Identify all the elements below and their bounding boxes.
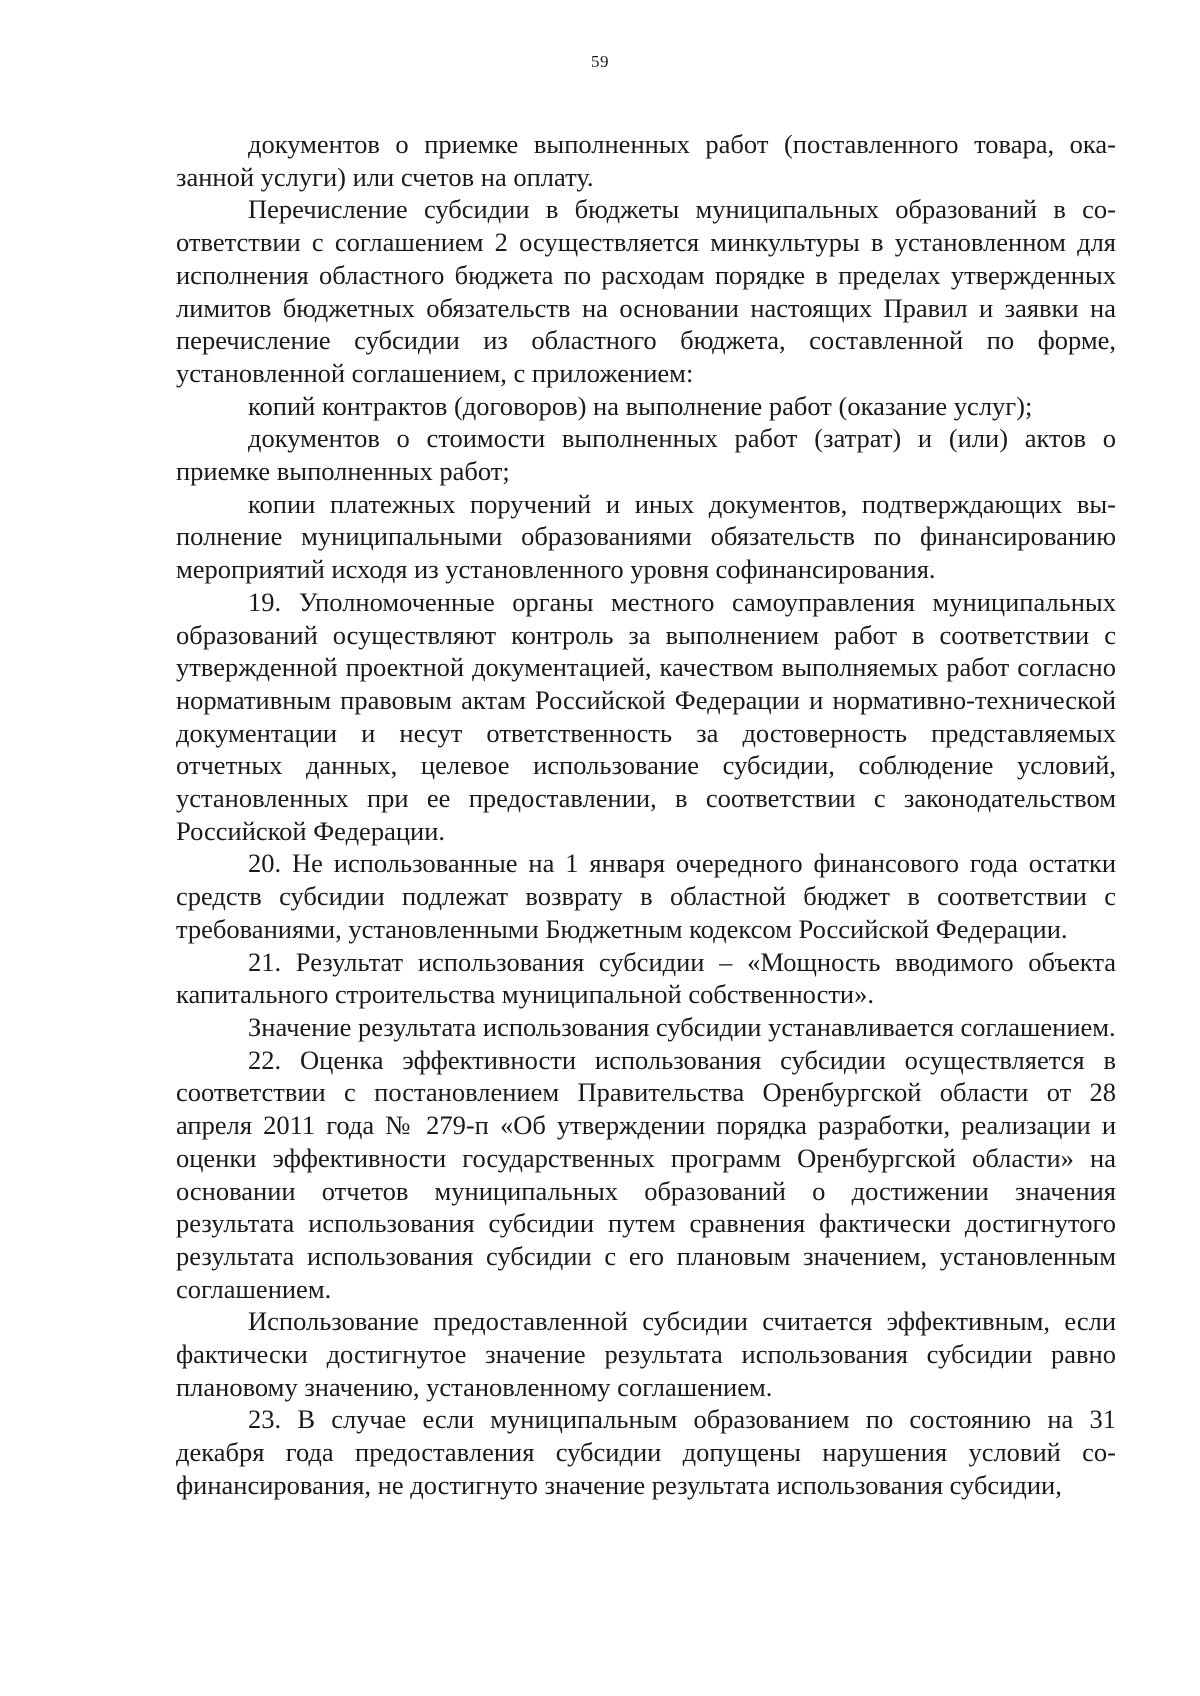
paragraph-continuation: документов о приемке выполненных работ (поставленного товара, оказанной услуги) или счетов на оплату. — [176, 129, 1116, 192]
paragraph-result-value: Значение результата использования субсидии устанавливается соглашением. — [248, 1011, 1116, 1042]
paragraph-list-item-payment-orders: копии платежных поручений и иных документов, подтверждающих выполнение муниципальными образованиями обязательств по финансированию мероприятий исходя из установленного уровня софинансирования. — [176, 488, 1116, 585]
paragraph-subsidy-transfer: Перечисление субсидии в бюджеты муниципальных образований в соответствии с соглашением 2 осуществляется минкультуры в установленном для исполнения областного бюджета по расходам порядке в пределах утвержденных лимитов бюджетных обязательств на основании настоящих Правил и заявки на перечисление субсидии из областного бюджета, составленной по форме, установленной соглашением, с приложением: — [176, 194, 1116, 388]
paragraph-clause-19: 19. Уполномоченные органы местного самоуправления муниципальных образований осуществляют контроль за выполнением работ в соответствии с утвержденной проектной документацией, качеством выполняемых работ согласно нормативным правовым актам Российской Федерации и нормативно-технической документации и несут ответственность за достоверность представляемых отчетных данных, целевое использование субсидии, соблюдение условий, установленных при ее предоставлении, в соответствии с законодательством Российской Федерации. — [176, 586, 1116, 846]
paragraph-clause-20: 20. Не использованные на 1 января очередного финансового года остатки средств субсидии подлежат возврату в областной бюджет в соответствии с требованиями, установленными Бюджетным кодексом Российской Федерации. — [176, 848, 1116, 944]
paragraph-clause-22: 22. Оценка эффективности использования субсидии осуществляется в соответствии с постановлением Правительства Оренбургской области от 28 апреля 2011 года № 279-п «Об утверждении порядка разработки, реализации и оценки эффективности государственных программ Оренбургской области» на основании отчетов муниципальных образований о достижении значения результата использования субсидии путем сравнения фактически достигнутого результата использования субсидии с его плановым значением, установленным соглашением. — [176, 1044, 1116, 1304]
paragraph-list-item-contracts: копий контрактов (договоров) на выполнение работ (оказание услуг); — [248, 390, 1033, 421]
paragraph-effectiveness: Использование предоставленной субсидии считается эффективным, если фактически достигнутое значение результата использования субсидии равно плановому значению, установленному соглашением. — [176, 1306, 1116, 1402]
paragraph-clause-21: 21. Результат использования субсидии – «Мощность вводимого объекта капитального строительства муниципальной собственности». — [176, 946, 1116, 1010]
paragraph-list-item-cost-documents: документов о стоимости выполненных работ (затрат) и (или) актов о приемке выполненных работ; — [176, 423, 1116, 487]
paragraph-clause-23: 23. В случае если муниципальным образованием по состоянию на 31 декабря года предоставления субсидии допущены нарушения условий софинансирования, не достигнуто значение результата использования субсидии, — [176, 1404, 1116, 1500]
document-body — [176, 128, 1116, 1502]
page-number: 59 — [591, 52, 609, 71]
